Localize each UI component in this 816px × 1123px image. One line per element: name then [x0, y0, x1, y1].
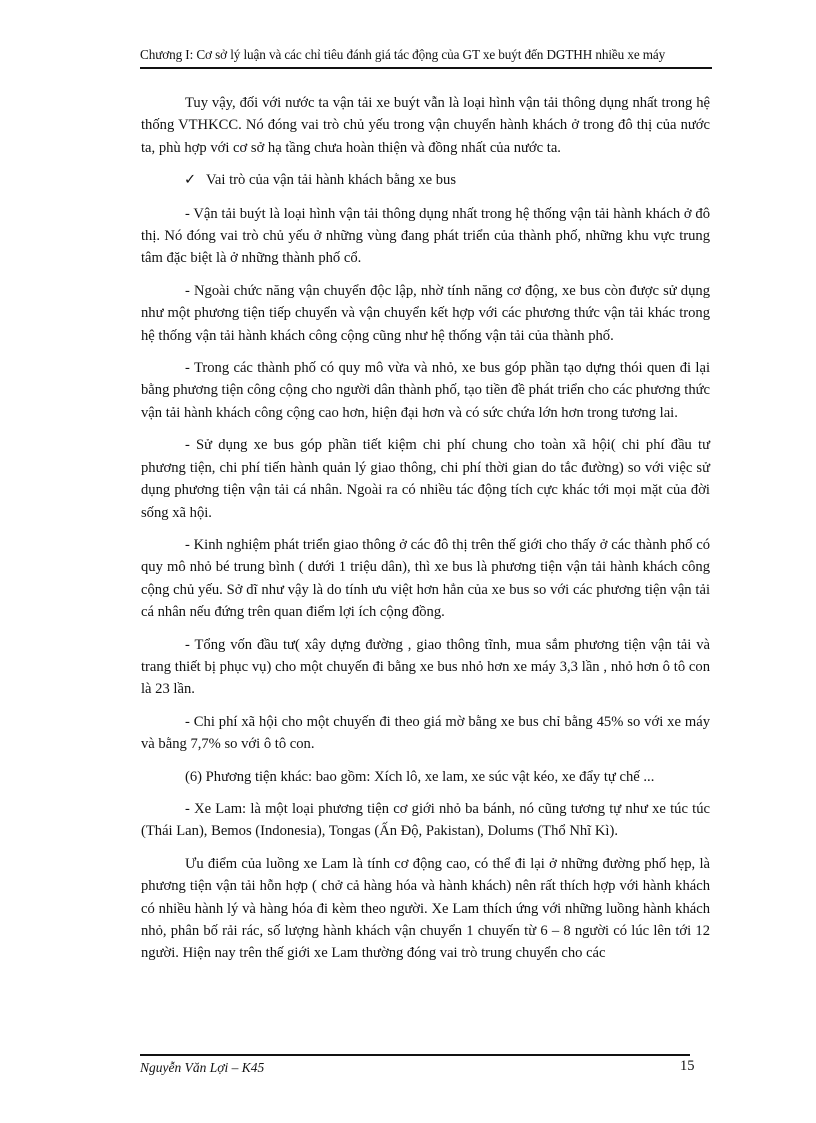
body-paragraph: - Trong các thành phố có quy mô vừa và nhỏ, xe bus góp phần tạo dựng thói quen đi lại bằng phương tiện công cộng cho người dân thành phố, tạo tiền đề phát triển cho các phương thức vận tải hành khách công cộng cao hơn, hiện đại hơn và có sức chứa lớn hơn trong tương lai.: [141, 360, 710, 421]
body-paragraph: - Vận tải buýt là loại hình vận tải thông dụng nhất trong hệ thống vận tải hành khách ở đô thị. Nó đóng vai trò chủ yếu ở những vùng đang phát triển của thành phố, những khu vực trung tâm đặc biệt là ở những thành phố cổ.: [141, 205, 710, 267]
body-paragraph: - Xe Lam: là một loại phương tiện cơ giới nhỏ ba bánh, nó cũng tương tự như xe túc túc (Thái Lan), Bemos (Indonesia), Tongas (Ấn Độ, Pakistan), Dolums (Thổ Nhĩ Kì).: [141, 800, 710, 840]
body-paragraph: - Tổng vốn đầu tư( xây dựng đường , giao thông tĩnh, mua sắm phương tiện vận tải và trang thiết bị phục vụ) cho một chuyến đi bằng xe bus nhỏ hơn xe máy 3,3 lần , nhỏ hơn ô tô con là 23 lần.: [141, 636, 710, 698]
checkmark-icon: ✓: [184, 172, 197, 189]
body-paragraph: Tuy vậy, đối với nước ta vận tải xe buýt vẫn là loại hình vận tải thông dụng nhất trong hệ thống VTHKCC. Nó đóng vai trò chủ yếu trong vận chuyển hành khách ở trong đô thị của nước ta, phù hợp với cơ sở hạ tầng chưa hoàn thiện và đồng nhất của nước ta.: [141, 95, 710, 156]
page-number: 15: [680, 1058, 695, 1074]
header-divider: [140, 67, 712, 69]
page-body: [141, 92, 710, 965]
footer-author: Nguyễn Văn Lợi – K45: [140, 1060, 265, 1075]
body-paragraph: - Sử dụng xe bus góp phần tiết kiệm chi phí chung cho toàn xã hội( chi phí đầu tư phương tiện, chi phí tiến hành quản lý giao thông, chi phí thời gian do tắc đường) so với việc sử dụng phương tiện vận tải cá nhân. Ngoài ra có nhiều tác động tích cực khác tới mọi mặt của đời sống xã hội.: [141, 437, 710, 521]
body-paragraph: - Ngoài chức năng vận chuyển độc lập, nhờ tính năng cơ động, xe bus còn được sử dụng như một phương tiện tiếp chuyển và vận chuyển kết hợp với các phương thức vận tải khác trong hệ thống vận tải hành khách công cộng cũng như hệ thống vận tải của thành phố.: [141, 282, 710, 344]
checklist-heading: [141, 169, 710, 191]
checklist-heading-text: Vai trò của vận tải hành khách bằng xe bus: [206, 172, 457, 189]
footer-divider: [140, 1054, 690, 1056]
body-paragraph: - Chi phí xã hội cho một chuyến đi theo giá mờ bằng xe bus chỉ bằng 45% so với xe máy và bằng 7,7% so với ô tô con.: [141, 713, 710, 753]
running-header: Chương I: Cơ sở lý luận và các chỉ tiêu đánh giá tác động của GT xe buýt đến DGTHH nhiều xe máy: [140, 47, 666, 62]
body-paragraph: Ưu điểm của luồng xe Lam là tính cơ động cao, có thể đi lại ở những đường phố hẹp, là phương tiện vận tải hỗn hợp ( chở cả hàng hóa và hành khách) nên rất thích hợp với hành khách có nhiều hành lý và hàng hóa đi kèm theo người. Xe Lam thích ứng với những luồng hành khách nhỏ, phân bố rải rác, số lượng hành khách vận chuyển 1 chuyến từ 6 – 8 người có lúc lên tới 12 người. Hiện nay trên thế giới xe Lam thường đóng vai trò trung chuyển cho các: [141, 855, 710, 962]
body-paragraph: - Kinh nghiệm phát triển giao thông ở các đô thị trên thế giới cho thấy ở các thành phố có quy mô nhỏ bé trung bình ( dưới 1 triệu dân), thì xe bus là phương tiện vận tải hành khách công cộng chủ yếu. Sở dĩ như vậy là do tính ưu việt hơn hẳn của xe bus so với các phương tiện vận tải cá nhân nếu đứng trên quan điểm lợi ích cộng đồng.: [141, 536, 710, 621]
section-item: (6) Phương tiện khác: bao gồm: Xích lô, xe lam, xe súc vật kéo, xe đẩy tự chế ...: [185, 768, 655, 785]
